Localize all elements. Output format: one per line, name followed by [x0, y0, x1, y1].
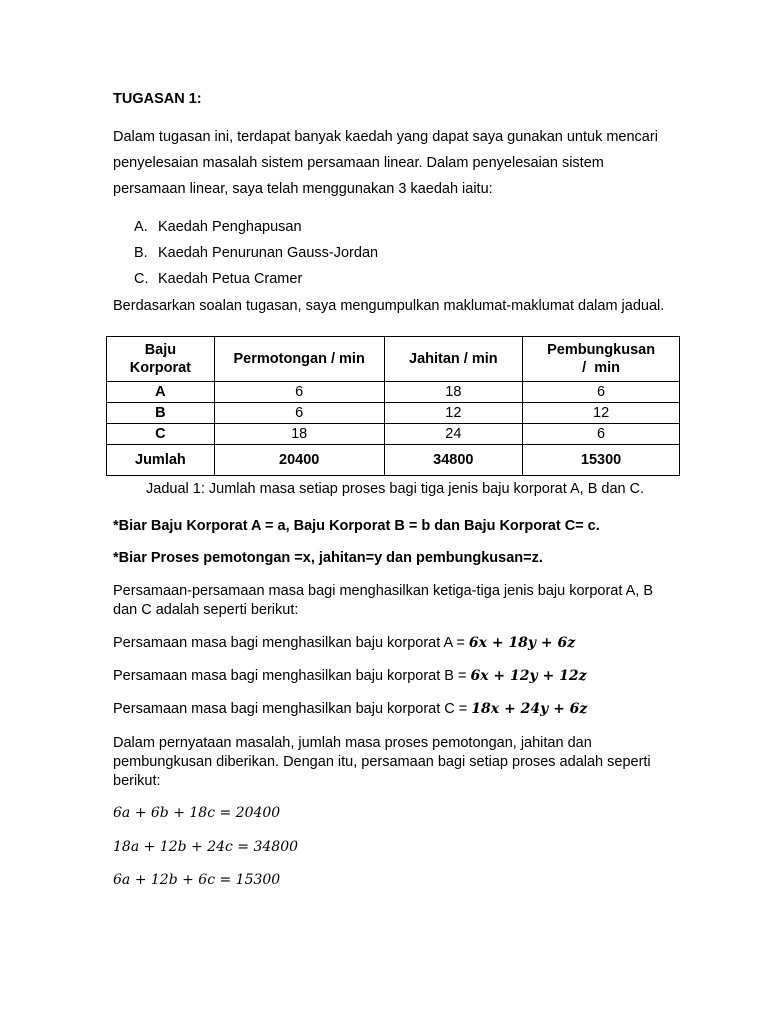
table-row [107, 403, 680, 424]
equation-expression-b: 6x + 12y + 12z [470, 668, 587, 684]
table-cell: 12 [384, 403, 523, 424]
description-1-line-1: Persamaan-persamaan masa bagi menghasilkan ketiga-tiga jenis baju korporat A, B [113, 583, 654, 599]
table-cell: 6 [523, 424, 680, 445]
header-baju-korporat: Baju Korporat [107, 337, 215, 382]
equation-line-b: Persamaan masa bagi menghasilkan baju korporat B = 6x + 12y + 12z [113, 668, 587, 684]
table-intro: Berdasarkan soalan tugasan, saya mengumpulkan maklumat-maklumat dalam jadual. [113, 298, 665, 314]
table-total-row [107, 445, 680, 476]
total-label: Jumlah [107, 445, 215, 476]
table-row [107, 424, 680, 445]
equation-line-a: Persamaan masa bagi menghasilkan baju korporat A = 6x + 18y + 6z [113, 635, 576, 651]
system-equation-1: 6a + 6b + 18c = 20400 [113, 805, 281, 821]
description-2-line-3: berikut: [113, 773, 161, 789]
method-marker-a: A. [134, 219, 148, 235]
system-equation-3: 6a + 12b + 6c = 15300 [113, 872, 281, 888]
table-cell: 18 [214, 424, 384, 445]
description-2-line-1: Dalam pernyataan masalah, jumlah masa proses pemotongan, jahitan dan [113, 735, 592, 751]
equation-expression-c: 18x + 24y + 6z [471, 701, 588, 717]
total-cell: 20400 [214, 445, 384, 476]
table-header-row [107, 337, 680, 382]
table-cell: 6 [214, 382, 384, 403]
header-jahitan: Jahitan / min [384, 337, 523, 382]
method-item-b: Kaedah Penurunan Gauss-Jordan [158, 245, 379, 261]
method-item-a: Kaedah Penghapusan [158, 219, 302, 235]
description-1-line-2: dan C adalah seperti berikut: [113, 602, 299, 618]
variable-definition-2: *Biar Proses pemotongan =x, jahitan=y dan pembungkusan=z. [113, 550, 543, 566]
system-equation-2: 18a + 12b + 24c = 34800 [113, 839, 299, 855]
variable-definition-1: *Biar Baju Korporat A = a, Baju Korporat B = b dan Baju Korporat C= c. [113, 518, 600, 534]
table-cell: 6 [523, 382, 680, 403]
method-marker-b: B. [134, 245, 148, 261]
total-cell: 15300 [523, 445, 680, 476]
table-cell: 18 [384, 382, 523, 403]
table-cell: 12 [523, 403, 680, 424]
row-label: A [107, 382, 215, 403]
intro-line-1: Dalam tugasan ini, terdapat banyak kaedah yang dapat saya gunakan untuk mencari [113, 129, 658, 145]
header-pembungkusan: Pembungkusan / min [523, 337, 680, 382]
method-item-c: Kaedah Petua Cramer [158, 271, 303, 287]
table-caption: Jadual 1: Jumlah masa setiap proses bagi tiga jenis baju korporat A, B dan C. [146, 481, 645, 497]
row-label: C [107, 424, 215, 445]
description-2-line-2: pembungkusan diberikan. Dengan itu, persamaan bagi setiap proses adalah seperti [113, 754, 651, 770]
equation-line-c: Persamaan masa bagi menghasilkan baju korporat C = 18x + 24y + 6z [113, 701, 588, 717]
assignment-heading: TUGASAN 1: [113, 91, 202, 107]
table-row [107, 382, 680, 403]
total-cell: 34800 [384, 445, 523, 476]
intro-line-3: persamaan linear, saya telah menggunakan 3 kaedah iaitu: [113, 181, 493, 197]
intro-line-2: penyelesaian masalah sistem persamaan linear. Dalam penyelesaian sistem [113, 155, 604, 171]
time-table [106, 336, 680, 476]
method-marker-c: C. [134, 271, 149, 287]
table-cell: 24 [384, 424, 523, 445]
table-cell: 6 [214, 403, 384, 424]
header-permotongan: Permotongan / min [214, 337, 384, 382]
equation-expression-a: 6x + 18y + 6z [468, 635, 576, 651]
row-label: B [107, 403, 215, 424]
